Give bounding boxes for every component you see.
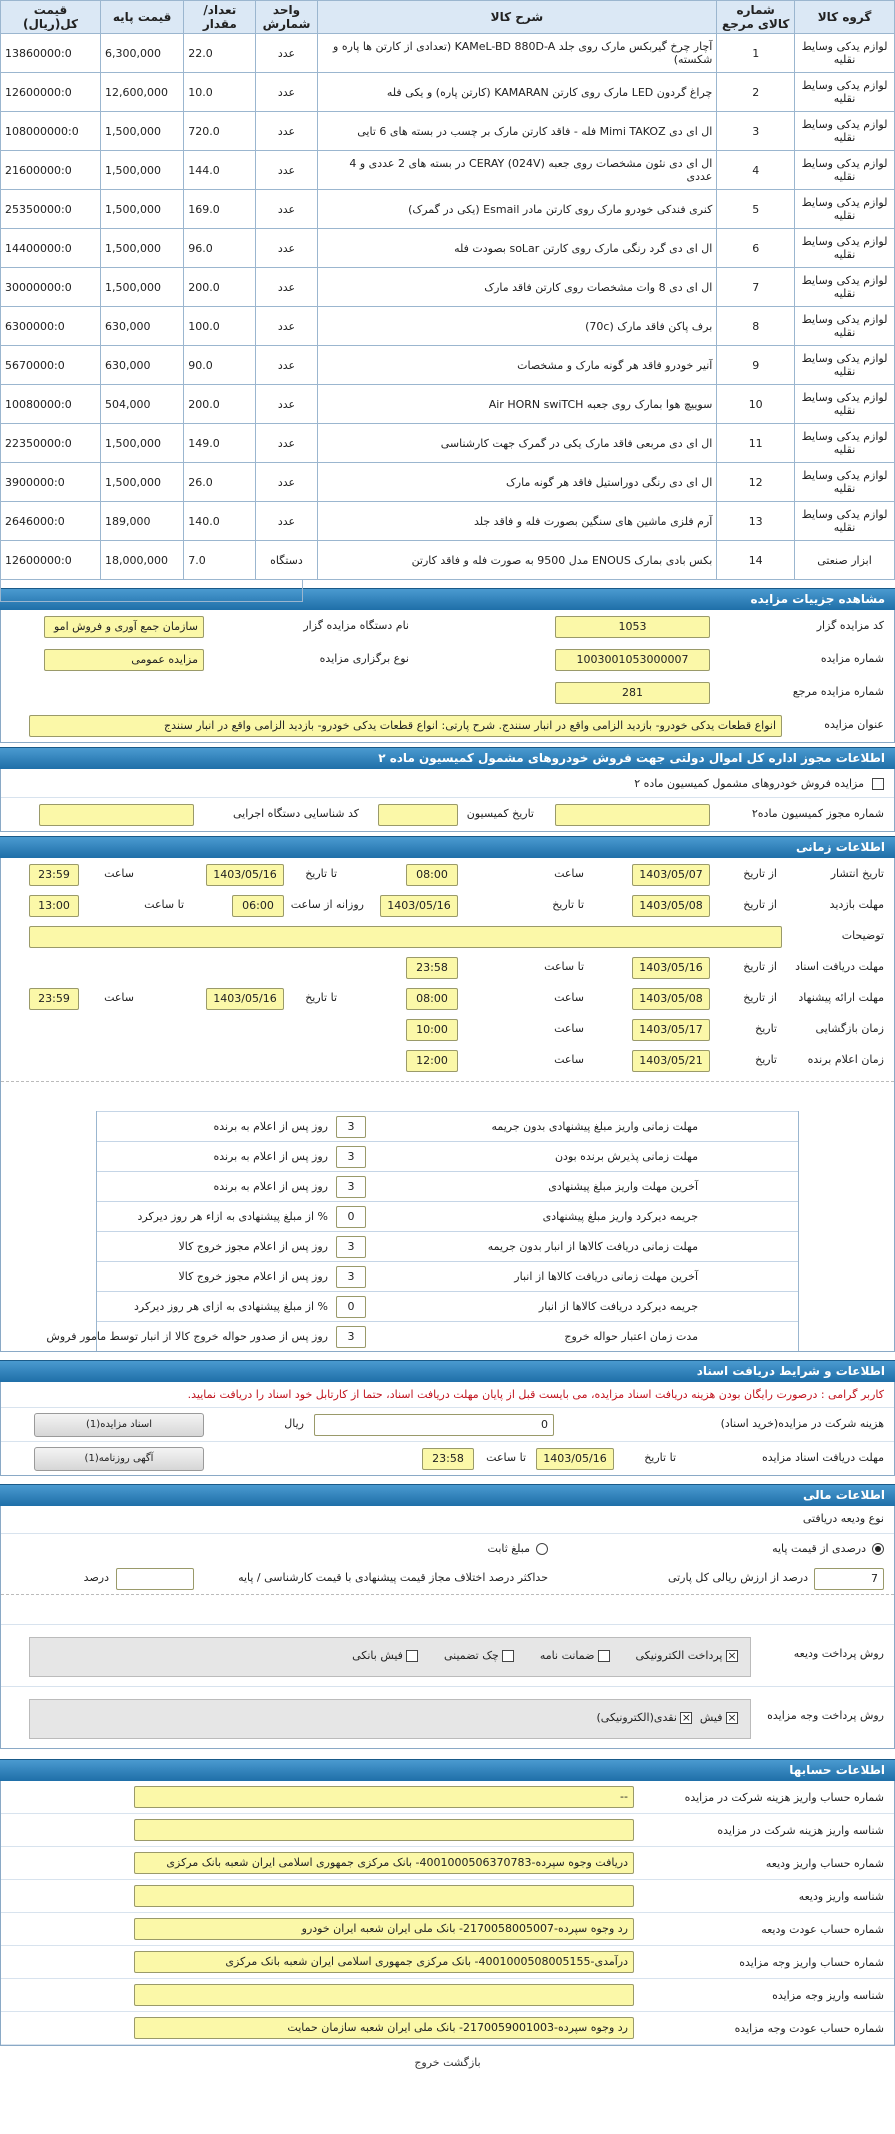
cell-group: لوازم یدکی وسایط نقلیه bbox=[795, 34, 895, 73]
account-row bbox=[1, 1880, 894, 1913]
offer-to-time-label: ساعت bbox=[104, 991, 134, 1004]
commission-check-label: مزایده فروش خودروهای مشمول کمیسیون ماده ۲ bbox=[634, 777, 864, 790]
auction-number-field: 1003001053000007 bbox=[555, 649, 710, 671]
doc-fee-currency: ریال bbox=[284, 1417, 304, 1430]
details-panel bbox=[0, 610, 895, 743]
cell-qty: 100.0 bbox=[184, 307, 256, 346]
cell-description: بکس بادی بمارک ENOUS مدل 9500 به صورت فله و فاقد کارتن bbox=[317, 541, 717, 580]
cell-qty: 144.0 bbox=[184, 151, 256, 190]
deadline-suffix: روز پس از اعلام به برنده bbox=[213, 1180, 328, 1193]
cell-ref-number: 8 bbox=[717, 307, 795, 346]
doc-file-button[interactable]: اسناد مزایده(1) bbox=[34, 1413, 204, 1437]
finance-panel bbox=[0, 1506, 895, 1749]
cell-price: 1,500,000 bbox=[101, 112, 184, 151]
timing-panel bbox=[0, 858, 895, 1352]
back-exit-link[interactable]: بازگشت خروج bbox=[414, 2056, 481, 2069]
cell-qty: 90.0 bbox=[184, 346, 256, 385]
ref-number-field: 281 bbox=[555, 682, 710, 704]
doc-from-field: 1403/05/16 bbox=[632, 957, 710, 979]
cell-total: 108000000:0 bbox=[1, 112, 101, 151]
cell-price: 18,000,000 bbox=[101, 541, 184, 580]
pay-deposit-box bbox=[29, 1637, 751, 1677]
winner-date-label: تاریخ bbox=[755, 1053, 777, 1066]
table-row bbox=[1, 229, 895, 268]
auction-code-field: 1053 bbox=[555, 616, 710, 638]
deadlines-table bbox=[46, 1111, 799, 1351]
table-row bbox=[1, 424, 895, 463]
col-header-price: قیمت پایه bbox=[101, 1, 184, 34]
divider bbox=[1, 1594, 894, 1624]
opening-time-field: 10:00 bbox=[406, 1019, 458, 1041]
doc-deadline-label: مهلت دریافت اسناد bbox=[795, 960, 884, 973]
diff-field bbox=[116, 1568, 194, 1590]
deadline-suffix: % از مبلغ پیشنهادی به ازای هر روز دیرکرد bbox=[134, 1300, 328, 1313]
docs-warning: کاربر گرامی : درصورت رایگان بودن هزینه دریافت اسناد مزایده، می بایست قبل از پایان مهلت دریافت اسناد، حتما از کارتابل خود اسناد را دریافت نمایید. bbox=[187, 1388, 884, 1401]
cell-price: 504,000 bbox=[101, 385, 184, 424]
doc-fee-label: هزینه شرکت در مزایده(خرید اسناد) bbox=[720, 1417, 884, 1430]
cell-ref-number: 9 bbox=[717, 346, 795, 385]
cell-total: 12600000:0 bbox=[1, 541, 101, 580]
publish-to-time-label: ساعت bbox=[104, 867, 134, 880]
deadline-label: آخرین مهلت زمانی دریافت کالاها از انبار bbox=[514, 1270, 698, 1283]
account-value-field bbox=[134, 1984, 634, 2006]
cell-description: ال ای دی Mimi TAKOZ فله - فاقد کارتن مارک بر چسب در بسته های 6 تایی bbox=[317, 112, 717, 151]
newspaper-ad-button[interactable]: آگهی روزنامه(1) bbox=[34, 1447, 204, 1471]
visit-from-label: از تاریخ bbox=[743, 898, 777, 911]
notes-field bbox=[29, 926, 782, 948]
permit-date-label: تاریخ کمیسیون bbox=[466, 807, 534, 820]
offer-from-field: 1403/05/08 bbox=[632, 988, 710, 1010]
notes-label: توضیحات bbox=[841, 929, 884, 942]
cell-description: کنری فندکی خودرو مارک روی کارتن مادر Esmail (یکی در گمرک) bbox=[317, 190, 717, 229]
scroll-box[interactable] bbox=[0, 580, 303, 602]
cell-qty: 200.0 bbox=[184, 268, 256, 307]
exec-id-label: کد شناسایی دستگاه اجرایی bbox=[232, 807, 359, 820]
cell-qty: 720.0 bbox=[184, 112, 256, 151]
cell-ref-number: 6 bbox=[717, 229, 795, 268]
section-docs-header: اطلاعات و شرایط دریافت اسناد bbox=[0, 1360, 895, 1382]
cell-description: ال ای دی مربعی فاقد مارک یکی در گمرک جهت کارشناسی bbox=[317, 424, 717, 463]
offer-from-label: از تاریخ bbox=[743, 991, 777, 1004]
account-row bbox=[1, 1781, 894, 1814]
percent-field: 7 bbox=[814, 1568, 884, 1590]
diff-label: حداکثر درصد اختلاف مجاز قیمت پیشنهادی با قیمت کارشناسی / پایه bbox=[238, 1571, 548, 1584]
section-accounts-header: اطلاعات حسابها bbox=[0, 1759, 895, 1781]
deadline-value-field: 3 bbox=[336, 1116, 366, 1138]
col-header-total: قیمت کل(ریال) bbox=[1, 1, 101, 34]
radio-percent-label: درصدی از قیمت پایه bbox=[772, 1542, 866, 1555]
doc-deadline-to-date-label: تا تاریخ bbox=[644, 1451, 676, 1464]
table-row bbox=[1, 541, 895, 580]
cell-qty: 200.0 bbox=[184, 385, 256, 424]
deadline-label: جریمه دیرکرد دریافت کالاها از انبار bbox=[538, 1300, 698, 1313]
cell-description: ال ای دی 8 وات مشخصات روی کارتن فاقد مارک bbox=[317, 268, 717, 307]
cell-group: لوازم یدکی وسایط نقلیه bbox=[795, 424, 895, 463]
cell-price: 1,500,000 bbox=[101, 268, 184, 307]
cell-description: آنیر خودرو فاقد هر گونه مارک و مشخصات bbox=[317, 346, 717, 385]
cell-total: 30000000:0 bbox=[1, 268, 101, 307]
cell-total: 6300000:0 bbox=[1, 307, 101, 346]
cell-group: لوازم یدکی وسایط نقلیه bbox=[795, 190, 895, 229]
deadline-value-field: 0 bbox=[336, 1206, 366, 1228]
cell-total: 21600000:0 bbox=[1, 151, 101, 190]
accounts-panel bbox=[0, 1781, 895, 2046]
cell-qty: 149.0 bbox=[184, 424, 256, 463]
account-value-field: درآمدی-4001000508005155- بانک مرکزی جمهوری اسلامی ایران شعبه بانک مرکزی bbox=[134, 1951, 634, 1973]
deadline-label: مهلت زمانی دریافت کالاها از انبار بدون جریمه bbox=[487, 1240, 698, 1253]
cell-total: 12600000:0 bbox=[1, 73, 101, 112]
account-value-field bbox=[134, 1885, 634, 1907]
deadline-label: مهلت زمانی واریز مبلغ پیشنهادی بدون جریمه bbox=[491, 1120, 698, 1133]
auction-type-field: مزایده عمومی bbox=[44, 649, 204, 671]
radio-fixed[interactable] bbox=[536, 1543, 548, 1555]
cell-unit: عدد bbox=[256, 502, 317, 541]
cell-unit: عدد bbox=[256, 424, 317, 463]
deadline-suffix: روز پس از اعلام به برنده bbox=[213, 1120, 328, 1133]
pay-cheque-label: چک تضمینی bbox=[443, 1649, 499, 1662]
doc-to-time-field: 23:58 bbox=[406, 957, 458, 979]
deadline-row bbox=[46, 1321, 798, 1351]
cell-price: 1,500,000 bbox=[101, 190, 184, 229]
permit-date-field bbox=[378, 804, 458, 826]
deadline-row bbox=[97, 1231, 798, 1261]
account-label: شماره حساب واریز هزینه شرکت در مزایده bbox=[684, 1791, 884, 1804]
deadline-value-field: 3 bbox=[336, 1326, 366, 1348]
cell-unit: عدد bbox=[256, 73, 317, 112]
publish-time-label: ساعت bbox=[554, 867, 584, 880]
cell-description: ال ای دی رنگی دوراستیل فاقد هر گونه مارک bbox=[317, 463, 717, 502]
cell-group: لوازم یدکی وسایط نقلیه bbox=[795, 346, 895, 385]
radio-fixed-label: مبلغ ثابت bbox=[487, 1542, 530, 1555]
cell-description: آرم فلزی ماشین های سنگین بصورت فله و فاقد جلد bbox=[317, 502, 717, 541]
table-row bbox=[1, 112, 895, 151]
pay-slip-checkbox[interactable]: × bbox=[727, 1711, 737, 1724]
opening-date-field: 1403/05/17 bbox=[632, 1019, 710, 1041]
col-header-group: گروه کالا bbox=[795, 1, 895, 34]
account-value-field bbox=[134, 1819, 634, 1841]
cell-ref-number: 13 bbox=[717, 502, 795, 541]
table-row bbox=[1, 502, 895, 541]
doc-from-label: از تاریخ bbox=[743, 960, 777, 973]
table-row bbox=[1, 268, 895, 307]
cell-ref-number: 7 bbox=[717, 268, 795, 307]
cell-total: 14400000:0 bbox=[1, 229, 101, 268]
col-header-unit: واحد شمارش bbox=[256, 1, 317, 34]
cell-price: 12,600,000 bbox=[101, 73, 184, 112]
cell-qty: 7.0 bbox=[184, 541, 256, 580]
cell-group: لوازم یدکی وسایط نقلیه bbox=[795, 229, 895, 268]
docs-panel bbox=[0, 1382, 895, 1476]
cell-qty: 96.0 bbox=[184, 229, 256, 268]
pay-guarantee-checkbox[interactable] bbox=[598, 1650, 610, 1662]
doc-deadline-date-field: 1403/05/16 bbox=[536, 1448, 614, 1470]
opening-label: زمان بازگشایی bbox=[815, 1022, 884, 1035]
cell-total: 25350000:0 bbox=[1, 190, 101, 229]
deadline-suffix: روز پس از اعلام مجوز خروج کالا bbox=[178, 1270, 328, 1283]
deadline-value-field: 3 bbox=[336, 1236, 366, 1258]
account-label: شماره حساب عودت ودیعه bbox=[761, 1923, 884, 1936]
doc-deadline-label-2: مهلت دریافت اسناد مزایده bbox=[761, 1451, 884, 1464]
publish-from-field: 1403/05/07 bbox=[632, 864, 710, 886]
exec-id-field bbox=[39, 804, 194, 826]
cell-total: 13860000:0 bbox=[1, 34, 101, 73]
cell-unit: عدد bbox=[256, 190, 317, 229]
visit-to-field: 1403/05/16 bbox=[380, 895, 458, 917]
section-permit-header: اطلاعات مجوز اداره کل اموال دولتی جهت فروش خودروهای مشمول کمیسیون ماده ۲ bbox=[0, 747, 895, 769]
pay-cash-checkbox[interactable]: × bbox=[681, 1711, 691, 1724]
deadline-row bbox=[97, 1291, 798, 1321]
winner-label: زمان اعلام برنده bbox=[807, 1053, 884, 1066]
deadline-label: مهلت زمانی پذیرش برنده بودن bbox=[554, 1150, 698, 1163]
cell-unit: عدد bbox=[256, 385, 317, 424]
table-row bbox=[1, 385, 895, 424]
cell-ref-number: 3 bbox=[717, 112, 795, 151]
cell-group: لوازم یدکی وسایط نقلیه bbox=[795, 73, 895, 112]
cell-unit: عدد bbox=[256, 151, 317, 190]
cell-price: 1,500,000 bbox=[101, 229, 184, 268]
pay-price-label: روش پرداخت وجه مزایده bbox=[767, 1709, 884, 1722]
deadline-row bbox=[97, 1141, 798, 1171]
daily-from-label: روزانه از ساعت bbox=[290, 898, 364, 911]
deadline-row bbox=[97, 1111, 798, 1141]
visit-label: مهلت بازدید bbox=[829, 898, 884, 911]
account-row bbox=[1, 2012, 894, 2045]
cell-price: 630,000 bbox=[101, 307, 184, 346]
cell-unit: عدد bbox=[256, 229, 317, 268]
cell-qty: 26.0 bbox=[184, 463, 256, 502]
radio-percent[interactable] bbox=[872, 1543, 884, 1555]
ref-number-label: شماره مزایده مرجع bbox=[792, 685, 884, 698]
publish-to-time-field: 23:59 bbox=[29, 864, 79, 886]
pay-deposit-label: روش پرداخت ودیعه bbox=[793, 1647, 884, 1660]
account-label: شماره حساب عودت وجه مزایده bbox=[734, 2022, 884, 2035]
col-header-desc: شرح کالا bbox=[317, 1, 717, 34]
deadline-value-field: 3 bbox=[336, 1266, 366, 1288]
deadline-suffix: % از مبلغ پیشنهادی به ازاء هر روز دیرکرد bbox=[137, 1210, 328, 1223]
cell-group: لوازم یدکی وسایط نقلیه bbox=[795, 463, 895, 502]
account-label: شماره حساب واریز ودیعه bbox=[765, 1857, 884, 1870]
cell-description: سوییچ هوا بمارک روی جعبه Air HORN swiTCH bbox=[317, 385, 717, 424]
deadline-row bbox=[97, 1171, 798, 1201]
cell-qty: 140.0 bbox=[184, 502, 256, 541]
table-row bbox=[1, 151, 895, 190]
publish-to-label: تا تاریخ bbox=[305, 867, 337, 880]
account-value-field: -- bbox=[134, 1786, 634, 1808]
deadline-suffix: روز پس از اعلام به برنده bbox=[213, 1150, 328, 1163]
visit-from-field: 1403/05/08 bbox=[632, 895, 710, 917]
deposit-type-label: نوع ودیعه دریافتی bbox=[1, 1506, 894, 1534]
visit-to-label: تا تاریخ bbox=[552, 898, 584, 911]
deadline-label: مدت زمان اعتبار حواله خروج bbox=[564, 1330, 698, 1343]
percent-suffix: درصد از ارزش ریالی کل پارتی bbox=[667, 1571, 808, 1584]
account-value-field: رد وجوه سپرده-2170058005007- بانک ملی ایران شعبه ایران خودرو bbox=[134, 1918, 634, 1940]
offer-to-label: تا تاریخ bbox=[305, 991, 337, 1004]
cell-price: 189,000 bbox=[101, 502, 184, 541]
pay-electronic-checkbox[interactable]: × bbox=[727, 1649, 737, 1662]
cell-ref-number: 1 bbox=[717, 34, 795, 73]
cell-ref-number: 5 bbox=[717, 190, 795, 229]
pay-cheque-checkbox[interactable] bbox=[502, 1650, 514, 1662]
org-field: سازمان جمع آوری و فروش امو bbox=[44, 616, 204, 638]
pay-price-box bbox=[29, 1699, 751, 1739]
auction-type-label: نوع برگزاری مزایده bbox=[319, 652, 409, 665]
section-timing-header: اطلاعات زمانی bbox=[0, 836, 895, 858]
pay-electronic-label: پرداخت الکترونیکی bbox=[635, 1649, 723, 1662]
col-header-ref: شماره کالای مرجع bbox=[717, 1, 795, 34]
pay-slip-label: فیش bbox=[699, 1711, 723, 1724]
winner-time-field: 12:00 bbox=[406, 1050, 458, 1072]
cell-ref-number: 10 bbox=[717, 385, 795, 424]
cell-price: 1,500,000 bbox=[101, 424, 184, 463]
account-label: شناسه واریز ودیعه bbox=[798, 1890, 884, 1903]
deadline-row bbox=[97, 1261, 798, 1291]
cell-description: آچار چرخ گیربکس مارک روی جلد KAMeL-BD 880D-A (تعدادی از کارتن ها پاره و شکسته) bbox=[317, 34, 717, 73]
cell-unit: عدد bbox=[256, 268, 317, 307]
publish-to-field: 1403/05/16 bbox=[206, 864, 284, 886]
divider bbox=[1, 1081, 894, 1111]
account-row bbox=[1, 1814, 894, 1847]
cell-unit: دستگاه bbox=[256, 541, 317, 580]
cell-unit: عدد bbox=[256, 346, 317, 385]
cell-price: 6,300,000 bbox=[101, 34, 184, 73]
offer-to-field: 1403/05/16 bbox=[206, 988, 284, 1010]
diff-suffix: درصد bbox=[83, 1571, 109, 1584]
publish-from-label: از تاریخ bbox=[743, 867, 777, 880]
winner-time-label: ساعت bbox=[554, 1053, 584, 1066]
deadline-label: جریمه دیرکرد واریز مبلغ پیشنهادی bbox=[542, 1210, 698, 1223]
account-value-field: رد وجوه سپرده-2170059001003- بانک ملی ایران شعبه سازمان حمایت bbox=[134, 2017, 634, 2039]
deadline-value-field: 3 bbox=[336, 1146, 366, 1168]
daily-from-field: 06:00 bbox=[232, 895, 284, 917]
cell-ref-number: 2 bbox=[717, 73, 795, 112]
cell-group: لوازم یدکی وسایط نقلیه bbox=[795, 151, 895, 190]
pay-cash-label: نقدی(الکترونیکی) bbox=[596, 1711, 677, 1724]
account-label: شناسه واریز هزینه شرکت در مزایده bbox=[717, 1824, 884, 1837]
cell-ref-number: 14 bbox=[717, 541, 795, 580]
subject-field: انواع قطعات یدکی خودرو- بازدید الزامی واقع در انبار سنندج. شرح پارتی: انواع قطعات یدکی خودرو- بازدید الزامی واقع در انبار سنندج bbox=[29, 715, 782, 737]
opening-time-label: ساعت bbox=[554, 1022, 584, 1035]
deadline-label: آخرین مهلت واریز مبلغ پیشنهادی bbox=[548, 1180, 698, 1193]
table-header-row bbox=[1, 1, 895, 34]
cell-group: لوازم یدکی وسایط نقلیه bbox=[795, 112, 895, 151]
opening-date-label: تاریخ bbox=[755, 1022, 777, 1035]
account-value-field: دریافت وجوه سپرده-4001000506370783- بانک مرکزی جمهوری اسلامی ایران شعبه بانک مرکزی bbox=[134, 1852, 634, 1874]
cell-description: ال ای دی گرد رنگی مارک روی کارتن soLar بصودت فله bbox=[317, 229, 717, 268]
auction-code-label: کد مزایده گزار bbox=[816, 619, 884, 632]
account-label: شناسه واریز وجه مزایده bbox=[772, 1989, 884, 2002]
cell-group: لوازم یدکی وسایط نقلیه bbox=[795, 268, 895, 307]
cell-description: چراغ گردون LED مارک روی کارتن KAMARAN (کارتن پاره) و یکی فله bbox=[317, 73, 717, 112]
table-row bbox=[1, 34, 895, 73]
permit-number-field bbox=[555, 804, 710, 826]
cell-group: لوازم یدکی وسایط نقلیه bbox=[795, 307, 895, 346]
account-row bbox=[1, 1946, 894, 1979]
pay-bank-slip-checkbox[interactable] bbox=[406, 1650, 418, 1662]
permit-panel bbox=[0, 769, 895, 832]
offer-label: مهلت ارائه پیشنهاد bbox=[798, 991, 884, 1004]
cell-group: ابزار صنعتی bbox=[795, 541, 895, 580]
section-details-header: مشاهده جزییات مزایده bbox=[0, 588, 895, 610]
table-row bbox=[1, 73, 895, 112]
cell-unit: عدد bbox=[256, 112, 317, 151]
deadline-value-field: 0 bbox=[336, 1296, 366, 1318]
cell-qty: 22.0 bbox=[184, 34, 256, 73]
offer-from-time-field: 08:00 bbox=[406, 988, 458, 1010]
deadline-row bbox=[97, 1201, 798, 1231]
items-table bbox=[0, 0, 895, 580]
deadline-suffix: روز پس از اعلام مجوز خروج کالا bbox=[178, 1240, 328, 1253]
offer-to-time-field: 23:59 bbox=[29, 988, 79, 1010]
offer-time-label: ساعت bbox=[554, 991, 584, 1004]
cell-description: ال ای دی نئون مشخصات روی جعبه CERAY (024V) در بسته های 2 عددی و 4 عددی bbox=[317, 151, 717, 190]
cell-total: 3900000:0 bbox=[1, 463, 101, 502]
subject-label: عنوان مزایده bbox=[824, 718, 884, 731]
account-row bbox=[1, 1847, 894, 1880]
cell-price: 630,000 bbox=[101, 346, 184, 385]
cell-unit: عدد bbox=[256, 307, 317, 346]
doc-to-time-label: تا ساعت bbox=[544, 960, 584, 973]
cell-price: 1,500,000 bbox=[101, 151, 184, 190]
cell-unit: عدد bbox=[256, 34, 317, 73]
auction-number-label: شماره مزایده bbox=[820, 652, 884, 665]
cell-price: 1,500,000 bbox=[101, 463, 184, 502]
cell-ref-number: 4 bbox=[717, 151, 795, 190]
cell-ref-number: 11 bbox=[717, 424, 795, 463]
cell-ref-number: 12 bbox=[717, 463, 795, 502]
table-row bbox=[1, 307, 895, 346]
account-row bbox=[1, 1913, 894, 1946]
daily-to-label: تا ساعت bbox=[144, 898, 184, 911]
deadline-value-field: 3 bbox=[336, 1176, 366, 1198]
account-label: شماره حساب واریز وجه مزایده bbox=[739, 1956, 884, 1969]
pay-bank-slip-label: فیش بانکی bbox=[352, 1649, 403, 1662]
cell-qty: 169.0 bbox=[184, 190, 256, 229]
cell-group: لوازم یدکی وسایط نقلیه bbox=[795, 502, 895, 541]
winner-date-field: 1403/05/21 bbox=[632, 1050, 710, 1072]
commission-checkbox[interactable] bbox=[872, 778, 884, 790]
table-row bbox=[1, 190, 895, 229]
doc-deadline-to-time-label: تا ساعت bbox=[486, 1451, 526, 1464]
publish-from-time-field: 08:00 bbox=[406, 864, 458, 886]
col-header-qty: تعداد/مقدار bbox=[184, 1, 256, 34]
deadline-suffix: روز پس از صدور حواله خروج کالا از انبار توسط مامور فروش bbox=[46, 1330, 328, 1343]
doc-fee-field: 0 bbox=[314, 1414, 554, 1436]
cell-total: 22350000:0 bbox=[1, 424, 101, 463]
daily-to-field: 13:00 bbox=[29, 895, 79, 917]
cell-total: 10080000:0 bbox=[1, 385, 101, 424]
table-row bbox=[1, 463, 895, 502]
cell-description: برف پاکن فاقد مارک (70c) bbox=[317, 307, 717, 346]
doc-deadline-time-field: 23:58 bbox=[422, 1448, 474, 1470]
cell-total: 2646000:0 bbox=[1, 502, 101, 541]
permit-number-label: شماره مجوز کمیسیون ماده۲ bbox=[751, 807, 884, 820]
section-finance-header: اطلاعات مالی bbox=[0, 1484, 895, 1506]
cell-unit: عدد bbox=[256, 463, 317, 502]
org-label: نام دستگاه مزایده گزار bbox=[303, 619, 409, 632]
cell-qty: 10.0 bbox=[184, 73, 256, 112]
pay-guarantee-label: ضمانت نامه bbox=[539, 1649, 595, 1662]
cell-total: 5670000:0 bbox=[1, 346, 101, 385]
account-row bbox=[1, 1979, 894, 2012]
publish-label: تاریخ انتشار bbox=[830, 867, 884, 880]
cell-group: لوازم یدکی وسایط نقلیه bbox=[795, 385, 895, 424]
table-row bbox=[1, 346, 895, 385]
